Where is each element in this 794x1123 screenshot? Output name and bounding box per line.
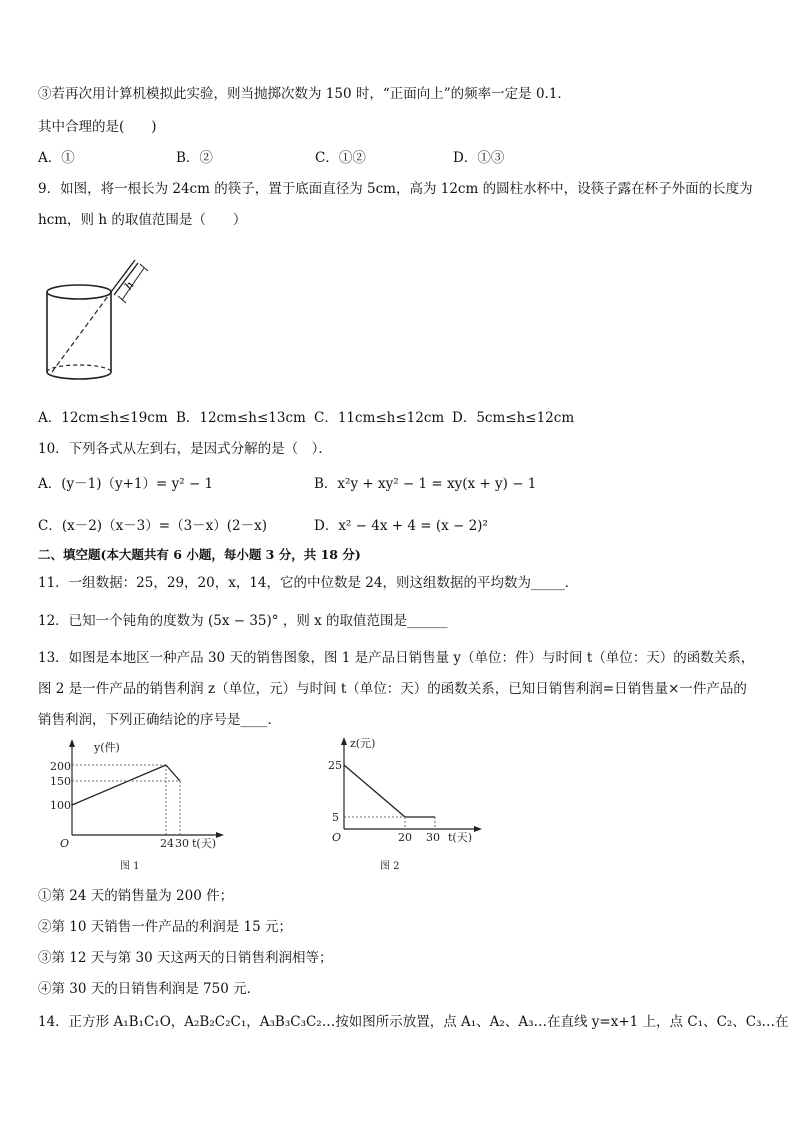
q13-stem-line2: 图 2 是一件产品的销售利润 z（单位，元）与时间 t（单位：天）的函数关系，已知日销售利润=日销售量×一件产品的 [38,681,747,697]
fig1-line-falling [166,765,180,781]
q13-statement-2: ②第 10 天销售一件产品的利润是 15 元； [38,919,293,935]
q9-option-d: D．5cm≤h≤12cm [452,410,575,426]
q9-option-b: B．12cm≤h≤13cm [176,410,306,426]
q10-option-d: D．x² − 4x + 4 = (x − 2)² [314,518,488,534]
fig1-y-label: y(件) [94,741,120,754]
q9-option-c: C．11cm≤h≤12cm [314,410,445,426]
fig2-ytick-25: 25 [328,759,342,772]
q13-figure-1 [50,735,238,875]
q10-option-c: C．(x－2)（x－3）=（3－x）(2－x) [38,518,268,534]
fig1-caption: 图 1 [120,861,140,872]
cylinder-top-rim [47,285,111,299]
fig2-line-falling [344,765,405,817]
fig1-ytick-150: 150 [50,775,71,788]
q8-option-d: D．①③ [453,150,505,166]
fig2-x-label: t(天) [448,831,473,844]
fig2-xtick-30: 30 [426,831,440,844]
h-label: h [122,278,137,293]
q13-statement-1: ①第 24 天的销售量为 200 件； [38,888,234,904]
q8-option-b: B．② [176,150,213,166]
fig1-xtick-30: 30 [175,837,189,850]
cylinder-bottom-back [47,365,111,372]
fig1-ytick-100: 100 [50,799,71,812]
q9-stem-line2: hcm，则 h 的取值范围是（ ） [38,212,247,228]
fig1-xtick-24: 24 [160,837,174,850]
q14-text: 14．正方形 A₁B₁C₁O，A₂B₂C₂C₁，A₃B₃C₃C₂…按如图所示放置，点 A₁、A₂、A₃…在直线 y=x+1 上，点 C₁、C₂、C₃…在 [38,1014,789,1030]
fig1-line-rising [72,765,166,805]
q13-statement-4: ④第 30 天的日销售利润是 750 元． [38,981,261,997]
q10-option-a: A．(y－1)（y+1）= y² − 1 [38,476,214,492]
q9-option-a: A．12cm≤h≤19cm [38,410,168,426]
q8-option-a: A．① [38,150,75,166]
q13-figure-2 [322,733,502,875]
q8-item3: ③若再次用计算机模拟此实验，则当抛掷次数为 150 时，“正面向上”的频率一定是 0.1． [38,86,571,102]
section-2-heading: 二、填空题(本大题共有 6 小题，每小题 3 分，共 18 分) [38,547,361,562]
q12-text: 12．已知一个钝角的度数为 (5x − 35)° ，则 x 的取值范围是______ [38,613,448,629]
fig2-origin: O [332,831,342,844]
fig2-xtick-20: 20 [398,831,412,844]
q9-stem-line1: 9．如图，将一根长为 24cm 的筷子，置于底面直径为 5cm，高为 12cm 的圆柱水杯中，设筷子露在杯子外面的长度为 [38,181,753,197]
fig1-y-arrow [69,739,75,747]
chopstick-inside [52,292,111,372]
q13-statement-3: ③第 12 天与第 30 天这两天的日销售利润相等； [38,950,333,966]
cylinder-bottom-front [47,372,111,379]
fig1-ytick-200: 200 [50,760,71,773]
fig2-x-arrow [474,826,482,832]
q13-stem-line3: 销售利润，下列正确结论的序号是____． [38,712,281,728]
q11-text: 11．一组数据：25，29，20，x，14，它的中位数是 24，则这组数据的平均数为_____． [38,575,579,591]
fig1-x-arrow [216,832,224,838]
fig1-origin: O [60,837,70,850]
q10-option-b: B．x²y + xy² − 1 = xy(x + y) − 1 [314,476,537,492]
fig2-y-label: z(元) [350,737,376,750]
fig1-x-label: t(天) [192,837,217,850]
q8-option-c: C．①② [315,150,366,166]
fig2-y-arrow [341,737,347,745]
q13-stem-line1: 13．如图是本地区一种产品 30 天的销售图象，图 1 是产品日销售量 y（单位：件）与时间 t（单位：天）的函数关系， [38,650,755,666]
q10-stem: 10．下列各式从左到右，是因式分解的是（ ）． [38,441,332,457]
dimension-tick-top [140,264,148,271]
dimension-tick-bottom [118,296,126,303]
q8-prompt: 其中合理的是( ) [38,119,157,135]
q9-cylinder-figure [40,250,150,390]
fig2-caption: 图 2 [380,861,400,872]
fig2-ytick-5: 5 [332,811,339,824]
